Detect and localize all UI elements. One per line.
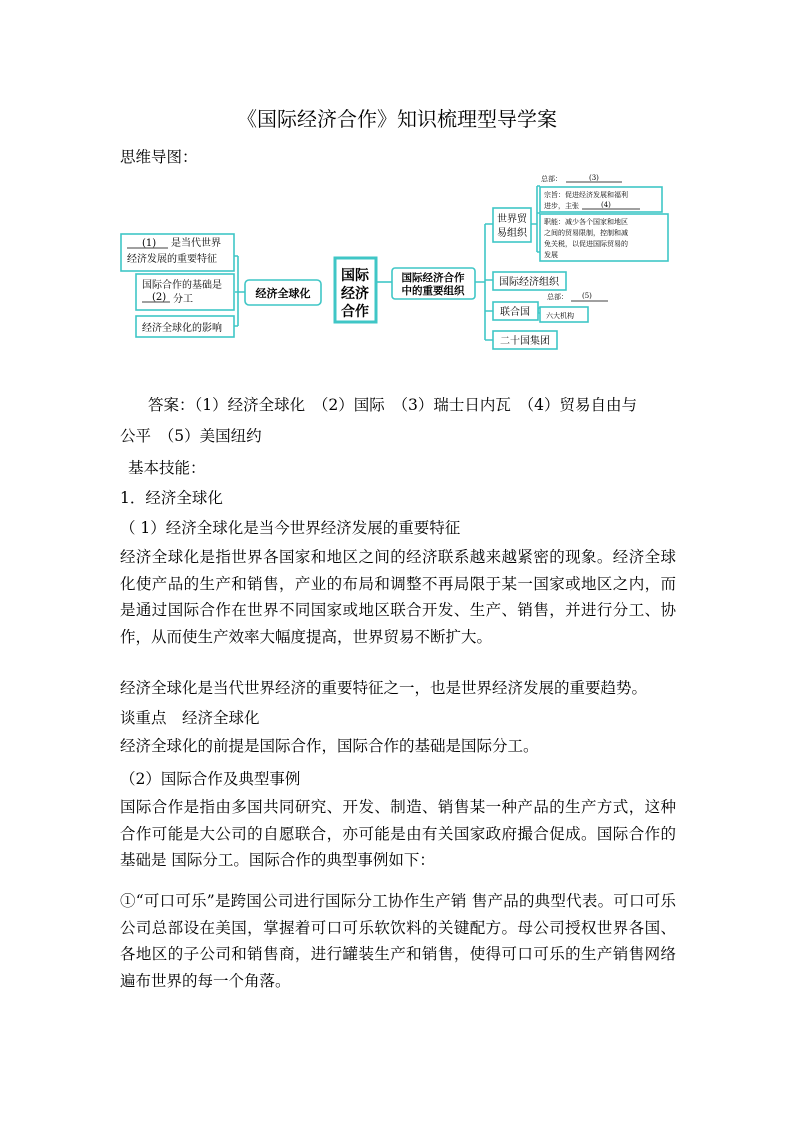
un-hq-blank: (5) bbox=[582, 292, 592, 300]
mindmap-heading: 思维导图： bbox=[120, 148, 198, 166]
left-item-2-line2: 分工 bbox=[173, 294, 193, 305]
wto-label-line2: 易组织 bbox=[497, 228, 527, 239]
left-item-2-blank: (2) bbox=[152, 292, 167, 303]
center-node-line3: 合作 bbox=[341, 304, 369, 320]
subsection-2-title: （2）国际合作及典型事例 bbox=[120, 770, 301, 788]
right-branch-line1: 国际经济合作 bbox=[401, 272, 465, 284]
left-item-1-blank: (1) bbox=[142, 238, 157, 249]
wto-function-line4: 发展 bbox=[544, 251, 558, 259]
focus-heading: 谈重点 经济全球化 bbox=[120, 709, 260, 727]
answers-line-continued: 公平 （5）美国纽约 bbox=[120, 427, 262, 445]
wto-function-line2: 之间的贸易限制，控制和减 bbox=[544, 229, 628, 237]
center-node-line2: 经济 bbox=[341, 286, 369, 302]
wto-function-line1: 职能：减少各个国家和地区 bbox=[544, 218, 628, 226]
wto-hq-label: 总部： bbox=[541, 175, 562, 183]
intl-org-label: 国际经济组织 bbox=[499, 277, 559, 288]
g20-label: 二十国集团 bbox=[500, 336, 550, 347]
connector-right-items bbox=[475, 224, 493, 340]
paragraph-coca-cola-example: ①“可口可乐”是跨国公司进行国际分工协作生产销 售产品的典型代表。可口可乐公司总部设在美国，掌握着可口可乐软饮料的关键配方。母公司授权世界各国、各地区的子公司和销售商，进行罐装生产和销售，使得可口可乐的生产销售网络遍布世界的每一个角落。 bbox=[120, 892, 676, 990]
mind-map-diagram bbox=[120, 168, 680, 353]
subsection-1-title: （ 1）经济全球化是当今世界经济发展的重要特征 bbox=[120, 519, 461, 537]
connector-wto-details bbox=[531, 186, 540, 252]
un-hq-label: 总部： bbox=[547, 293, 568, 301]
right-branch-line2: 中的重要组织 bbox=[401, 285, 465, 297]
wto-aim-line1: 宗旨：促进经济发展和福利 bbox=[544, 191, 628, 199]
paragraph-international-cooperation: 国际合作是指由多国共同研究、开发、制造、销售某一种产品的生产方式，这种合作可能是大公司的自愿联合，亦可能是由有关国家政府撮合促成。国际合作的基础是 国际分工。国际合作的典型事例如下： bbox=[120, 798, 676, 869]
wto-function-line3: 免关税，以促进国际贸易的 bbox=[544, 240, 628, 248]
skills-heading: 基本技能： bbox=[128, 459, 206, 477]
left-item-3-text: 经济全球化的影响 bbox=[142, 323, 222, 334]
wto-aim-line2: 进步，主张 bbox=[544, 202, 579, 210]
section-1-title: 1．经济全球化 bbox=[120, 489, 223, 507]
connector-left-items bbox=[234, 256, 245, 326]
left-branch-label: 经济全球化 bbox=[255, 287, 311, 300]
paragraph-globalization-premise: 经济全球化的前提是国际合作，国际合作的基础是国际分工。 bbox=[120, 737, 539, 755]
un-label: 联合国 bbox=[500, 307, 530, 318]
wto-hq-blank: (3) bbox=[589, 174, 599, 182]
page-title: 《国际经济合作》知识梳理型导学案 bbox=[237, 107, 557, 131]
wto-label-line1: 世界贸 bbox=[497, 214, 527, 225]
paragraph-globalization-definition: 经济全球化是指世界各国家和地区之间的经济联系越来越紧密的现象。经济全球化使产品的生产和销售，产业的布局和调整不再局限于某一国家或地区之内，而是通过国际合作在世界不同国家或地区联合开发、生产、销售，并进行分工、协作，从而使生产效率大幅度提高，世界贸易不断扩大。 bbox=[120, 548, 676, 646]
left-item-2-line1: 国际合作的基础是 bbox=[142, 280, 222, 291]
left-item-1-line1: 是当代世界 bbox=[171, 238, 221, 249]
center-node-line1: 国际 bbox=[341, 268, 369, 284]
left-item-1-line2: 经济发展的重要特征 bbox=[127, 254, 217, 265]
paragraph-globalization-trend: 经济全球化是当代世界经济的重要特征之一，也是世界经济发展的重要趋势。 bbox=[120, 679, 648, 697]
wto-aim-blank: (4) bbox=[601, 201, 611, 209]
answers-line: 答案：（1）经济全球化 （2）国际 （3）瑞士日内瓦 （4）贸易自由与 bbox=[148, 396, 637, 414]
un-organs-label: 六大机构 bbox=[546, 312, 574, 320]
